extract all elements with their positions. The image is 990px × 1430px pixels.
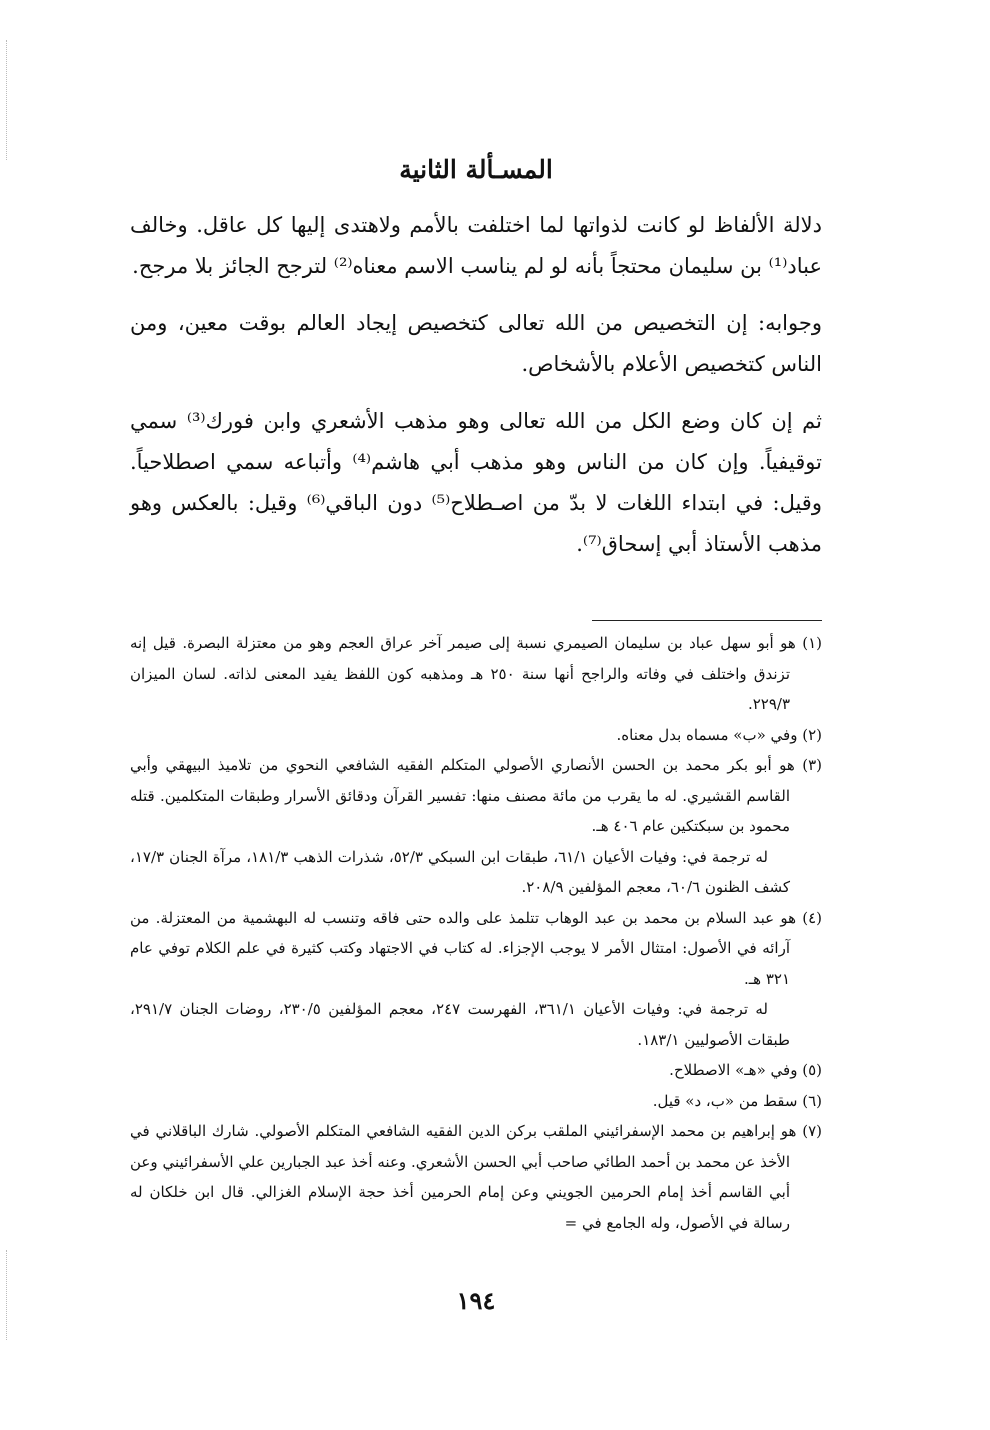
footnote: (٢) وفي «ب» مسماه بدل معناه. [616,725,822,744]
footnote: (٦) سقط من «ب، د» قيل. [652,1091,822,1110]
paragraph: دلالة الألفاظ لو كانت لذواتها لما اختلفت بالأمم ولاهتدى إليها كل عاقل. وخالف عباد⁽¹⁾ بن سليمان محتجاً بأنه لو لم يناسب الاسم معناه⁽²⁾ لترجح الجائز بلا مرجح. [130,213,822,278]
scan-edge-mark [6,1250,7,1340]
document-page [130,0,822,1430]
footnote: (٤) هو عبد السلام بن محمد بن عبد الوهاب تتلمذ على والده حتى فاقه وتنسب له البهشمية من المعتزلة. من آرائه في الأصول: امتثال الأمر لا يوجب الإجزاء. له كتاب في الاجتهاد وكتب كثيرة في علم الكلام توفي عام ٣٢١ هـ. [130,908,822,988]
footnote-reference: له ترجمة في: وفيات الأعيان ٣٦١/١، الفهرست ٢٤٧، معجم المؤلفين ٢٣٠/٥، روضات الجنان ٢٩١/٧، طبقات الأصوليين ١٨٣/١. [130,1000,790,1049]
main-text [130,205,822,581]
footnote-reference: له ترجمة في: وفيات الأعيان ٦١/١، طبقات ابن السبكي ٥٢/٣، شذرات الذهب ١٨١/٣، مرآة الجنان ١٧/٣، كشف الظنون ٦٠/٦، معجم المؤلفين ٢٠٨/٩. [130,847,790,896]
footnote-divider [592,620,822,621]
page-number: ١٩٤ [456,1286,496,1315]
scan-edge-mark [6,40,7,160]
footnote: (٧) هو إبراهيم بن محمد الإسفرائيني الملقب بركن الدين الفقيه الشافعي المتكلم الأصولي. شارك الباقلاني في الأخذ عن محمد بن أحمد الطائي صاحب أبي الحسن الأشعري. وعنه أخذ عبد الجبارين علي الأسفرائيني وعن أبي القاسم أخذ إمام الحرمين الجويني وعن إمام الحرمين أخذ حجة الإسلام الغزالي. قال ابن خلكان له رسالة في الأصول، وله الجامع في = [130,1122,822,1232]
footnote: (١) هو أبو سهل عباد بن سليمان الصيمري نسبة إلى صيمر آخر عراق العجم وهو من معتزلة البصرة. قيل إنه تزندق واختلف في وفاته والراجح أنها سنة ٢٥٠ هـ ومذهبه كون اللفظ يفيد المعنى لذاته. لسان الميزان ٢٢٩/٣. [130,634,822,713]
footnote: (٣) هو أبو بكر محمد بن الحسن الأنصاري الأصولي المتكلم الفقيه الشافعي النحوي من تلاميذ البيهقي وأبي القاسم القشيري. له ما يقرب من مائة مصنف منها: تفسير القرآن ودقائق الأسرار وطبقات المتكلمين. قتله محمود بن سبكتكين عام ٤٠٦ هـ. [130,756,822,835]
paragraph: وجوابه: إن التخصيص من الله تعالى كتخصيص إيجاد العالم بوقت معين، ومن الناس كتخصيص الأعلام بالأشخاص. [130,311,822,376]
footnotes [130,628,822,1238]
footnote: (٥) وفي «هـ» الاصطلاح. [669,1061,822,1079]
paragraph: ثم إن كان وضع الكل من الله تعالى وهو مذهب الأشعري وابن فورك⁽³⁾ سمي توقيفياً. وإن كان من الناس وهو مذهب أبي هاشم⁽⁴⁾ وأتباعه سمي اصطلاحياً. وقيل: في ابتداء اللغات لا بدّ من اصـطلاح⁽⁵⁾ دون الباقي⁽⁶⁾ وقيل: بالعكس وهو مذهب الأستاذ أبي إسحاق⁽⁷⁾. [130,409,822,556]
section-heading: المسـألة الثانية [399,155,553,184]
